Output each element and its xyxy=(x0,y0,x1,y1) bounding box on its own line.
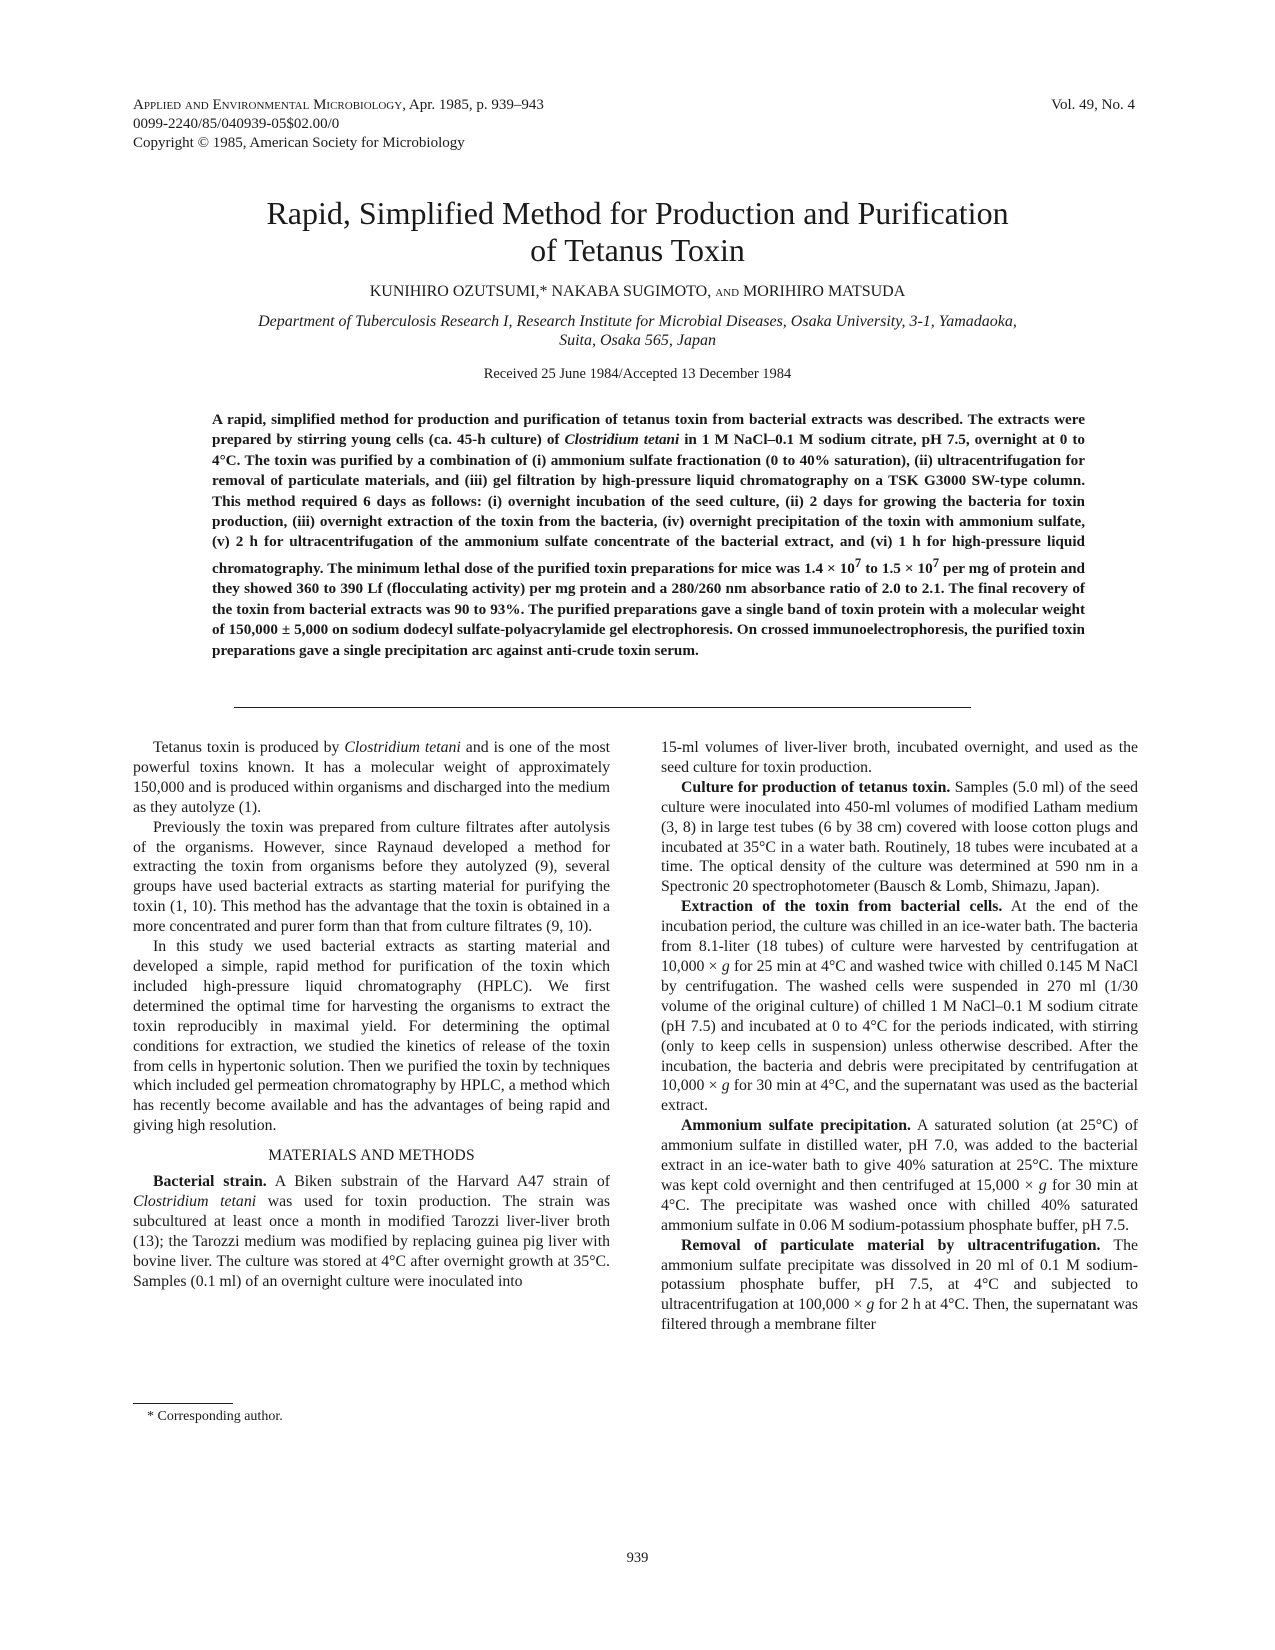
doi-code: 0099-2240/85/040939-05$02.00/0 xyxy=(133,116,340,132)
authors-and: and xyxy=(715,283,740,300)
title-line-2: of Tetanus Toxin xyxy=(530,232,745,268)
abstract-exponent-1: 7 xyxy=(854,555,862,570)
extraction-text-a: At the end of the incubation period, the culture was chilled in an ice-water bath. The bacteria from 8.1-liter (18 tubes) of culture were harvested by centrifugation at 10,000 × xyxy=(661,898,1138,975)
footnote-divider xyxy=(133,1403,233,1404)
methods-paragraph-continued: 15-ml volumes of liver-liver broth, incubated overnight, and used as the seed culture for toxin production. xyxy=(661,739,1138,776)
methods-paragraph-ammonium xyxy=(661,1116,1138,1235)
abstract-organism: Clostridium tetani xyxy=(564,431,680,449)
run-in-heading-extraction: Extraction of the toxin from bacterial cells. xyxy=(681,898,1003,916)
ammonium-g: g xyxy=(1038,1176,1047,1194)
affiliation-line-2: Suita, Osaka 565, Japan xyxy=(559,332,716,349)
run-in-heading-ultracentrifugation: Removal of particulate material by ultracentrifugation. xyxy=(681,1236,1101,1254)
extraction-g-1: g xyxy=(721,957,730,975)
methods-paragraph-strain xyxy=(133,1172,610,1291)
extraction-g-2: g xyxy=(721,1077,730,1095)
intro-p1-text-a: Tetanus toxin is produced by xyxy=(153,739,345,756)
right-column xyxy=(661,738,1138,1335)
footnote: * Corresponding author. xyxy=(147,1409,283,1424)
extraction-text-c: for 30 min at 4°C, and the supernatant was used as the bacterial extract. xyxy=(661,1077,1138,1115)
culture-text: Samples (5.0 ml) of the seed culture were inoculated into 450-ml volumes of modified Latham medium (3, 8) in large test tubes (6 by 38 cm) covered with loose cotton plugs and incubated at 35°C in a water bath. Routinely, 18 tubes were incubated at a time. The optical density of the culture was determined at 590 nm in a Spectronic 20 spectrophotometer (Bausch & Lomb, Shimazu, Japan). xyxy=(661,778,1138,896)
affiliation xyxy=(150,312,1125,350)
intro-paragraph-3: In this study we used bacterial extracts as starting material and developed a simple, rapid method for purification of the toxin which included high-pressure liquid chromatography (HPLC). We first determined the optimal time for harvesting the organisms to extract the toxin reproducibly in maximal yield. For determining the optimal conditions for extraction, we studied the kinetics of release of the toxin from cells in hypertonic solution. Then we purified the toxin by techniques which included gel permeation chromatography by HPLC, a method which has recently become available and has the advantages of being rapid and giving high resolution. xyxy=(133,938,610,1135)
page-number: 939 xyxy=(626,1550,649,1566)
strain-text-b: was used for toxin production. The strain was subcultured at least once a month in modified Tarozzi liver-liver broth (13); the Tarozzi medium was modified by replacing guinea pig liver with bovine liver. The culture was stored at 4°C after overnight growth at 35°C. Samples (0.1 ml) of an overnight culture were inoculated into xyxy=(133,1192,610,1290)
left-column xyxy=(133,738,610,1291)
ammonium-text-a: A saturated solution (at 25°C) of ammonium sulfate in distilled water, pH 7.0, was added to the bacterial extract in an ice-water bath to give 40% saturation at 25°C. The mixture was kept cold overnight and then centrifuged at 15,000 × xyxy=(661,1117,1139,1194)
methods-paragraph-culture xyxy=(661,778,1138,897)
ultracentrifugation-g: g xyxy=(866,1296,875,1314)
affiliation-line-1: Department of Tuberculosis Research I, Research Institute for Microbial Diseases, Osaka University, 3-1, Yamadaoka, xyxy=(258,313,1017,330)
ultracentrifugation-text-b: for 2 h at 4°C. Then, the supernatant was filtered through a membrane filter xyxy=(661,1296,1138,1334)
abstract xyxy=(212,410,1085,661)
methods-paragraph-extraction xyxy=(661,897,1138,1116)
run-in-heading-culture: Culture for production of tetanus toxin. xyxy=(681,778,951,796)
abstract-text-3: to 1.5 × 10 xyxy=(861,559,933,577)
intro-p1-organism: Clostridium tetani xyxy=(344,739,461,756)
ammonium-text-b: for 30 min at 4°C. The precipitate was washed once with chilled 40% saturated ammonium sulfate in 0.06 M sodium-potassium phosphate buffer, pH 7.5. xyxy=(661,1176,1138,1234)
title-line-1: Rapid, Simplified Method for Production and Purification xyxy=(266,195,1009,231)
run-in-heading-ammonium: Ammonium sulfate precipitation. xyxy=(681,1117,911,1135)
strain-text-a: A Biken substrain of the Harvard A47 strain of xyxy=(266,1173,611,1191)
abstract-text-1: A rapid, simplified method for production and purification of tetanus toxin from bacterial extracts was described. The extracts were prepared by stirring young cells (ca. 45-h culture) of xyxy=(212,411,1085,449)
intro-p1-text-b: and is one of the most powerful toxins known. It has a molecular weight of approximately 150,000 and is produced within organisms and discharged into the medium as they autolyze (1). xyxy=(133,739,611,816)
received-dates: Received 25 June 1984/Accepted 13 December 1984 xyxy=(483,366,792,382)
abstract-text-4: per mg of protein and they showed 360 to 390 Lf (flocculating activity) per mg protein and a 280/260 nm absorbance ratio of 2.0 to 2.1. The final recovery of the toxin from bacterial extracts was 90 to 93%. The purified preparations gave a single band of toxin protein with a molecular weight of 150,000 ± 5,000 on sodium dodecyl sulfate-polyacrylamide gel electrophoresis. On crossed immunoelectrophoresis, the purified toxin preparations gave a single precipitation arc against anti-crude toxin serum. xyxy=(212,559,1085,659)
abstract-text-2: in 1 M NaCl–0.1 M sodium citrate, pH 7.5, overnight at 0 to 4°C. The toxin was purified by a combination of (i) ammonium sulfate fractionation (0 to 40% saturation), (ii) ultracentrifugation for removal of particulate materials, and (iii) gel filtration by high-pressure liquid chromatography on a TSK G3000 SW-type column. This method required 6 days as follows: (i) overnight incubation of the seed culture, (ii) 2 days for growing the bacteria for toxin production, (iii) overnight extraction of the toxin from the bacteria, (iv) overnight precipitation of the toxin with ammonium sulfate, (v) 2 h for ultracentrifugation of the ammonium sulfate concentrate of the bacterial extract, and (vi) 1 h for high-pressure liquid chromatography. The minimum lethal dose of the purified toxin preparations for mice was 1.4 × 10 xyxy=(212,431,1086,577)
running-header xyxy=(133,96,544,153)
copyright-line: Copyright © 1985, American Society for Microbiology xyxy=(133,135,465,151)
extraction-text-b: for 25 min at 4°C and washed twice with chilled 0.145 M NaCl by centrifugation. The washed cells were suspended in 270 ml (1/30 volume of the original culture) of chilled 1 M NaCl–0.1 M sodium citrate (pH 7.5) and incubated at 0 to 4°C for the periods indicated, with stirring (only to keep cells in suspension) unless otherwise described. After the incubation, the bacteria and debris were precipitated by centrifugation at 10,000 × xyxy=(661,957,1139,1095)
issue-info: Apr. 1985, p. 939–943 xyxy=(408,97,544,113)
volume-info: Vol. 49, No. 4 xyxy=(1051,97,1135,113)
authors-part-1: KUNIHIRO OZUTSUMI,* NAKABA SUGIMOTO, xyxy=(369,283,712,300)
strain-organism: Clostridium tetani xyxy=(133,1192,257,1210)
journal-line: Applied and Environmental Microbiology, Apr. 1985, p. 939–943 xyxy=(133,97,544,113)
methods-paragraph-ultracentrifugation xyxy=(661,1236,1138,1336)
run-in-heading-strain: Bacterial strain. xyxy=(153,1173,267,1191)
journal-name: Applied and Environmental Microbiology xyxy=(133,97,403,113)
authors-part-2: MORIHIRO MATSUDA xyxy=(743,283,906,300)
abstract-divider xyxy=(234,707,971,708)
section-heading-methods: MATERIALS AND METHODS xyxy=(268,1147,475,1165)
intro-paragraph-2: Previously the toxin was prepared from culture filtrates after autolysis of the organisms. However, since Raynaud developed a method for extracting the toxin from organisms before they autolyzed (9), several groups have used bacterial extracts as starting material for purifying the toxin (1, 10). This method has the advantage that the toxin is obtained in a more concentrated and purer form than that from culture filtrates (9, 10). xyxy=(133,818,610,936)
paper-title xyxy=(0,195,1275,269)
abstract-exponent-2: 7 xyxy=(932,555,940,570)
intro-paragraph-1 xyxy=(133,738,610,818)
author-list xyxy=(0,283,1275,301)
ultracentrifugation-text-a: The ammonium sulfate precipitate was dissolved in 20 ml of 0.1 M sodium-potassium phosphate buffer, pH 7.5, at 4°C and subjected to ultracentrifugation at 100,000 × xyxy=(661,1236,1138,1314)
